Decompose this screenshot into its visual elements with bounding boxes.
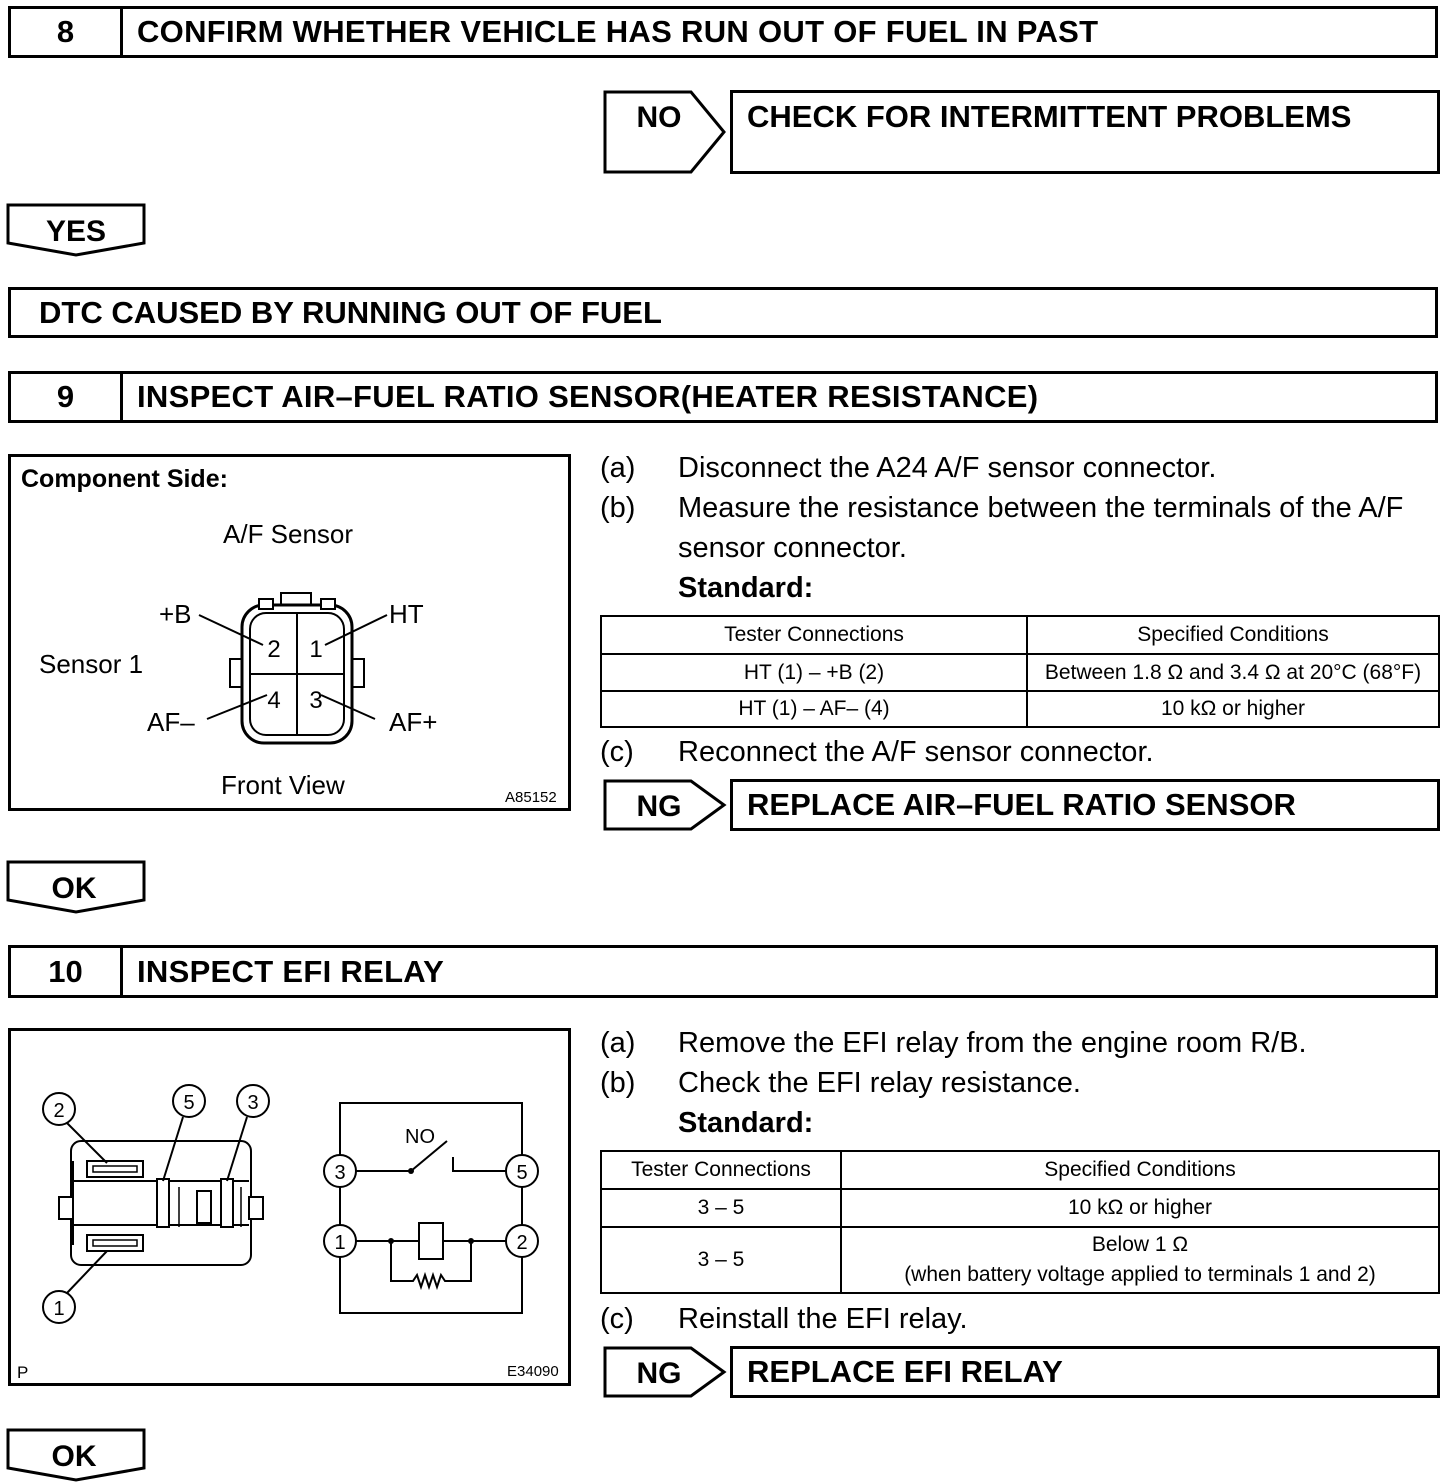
figure-corner-label: P — [17, 1363, 29, 1382]
schematic-pin-2: 2 — [516, 1232, 528, 1254]
schematic-pin-5: 5 — [516, 1162, 528, 1184]
yes-result-text: DTC CAUSED BY RUNNING OUT OF FUEL — [39, 295, 662, 330]
instruction-text: Measure the resistance between the terminals of the A/F — [678, 492, 1404, 524]
table-cell: 3 – 5 — [601, 1189, 841, 1227]
sensor-position: Sensor 1 — [39, 649, 144, 679]
figure-code: A85152 — [505, 789, 557, 806]
figure-heading: Component Side: — [21, 465, 228, 493]
table-row — [601, 1227, 1439, 1293]
ng-label: NG — [636, 1357, 682, 1390]
yes-arrow-tag — [6, 203, 146, 257]
standard-label: Standard: — [678, 1107, 814, 1139]
ng-result-text: REPLACE AIR–FUEL RATIO SENSOR — [747, 787, 1296, 822]
instruction-text: sensor connector. — [678, 532, 907, 564]
pin-4: 4 — [267, 687, 281, 714]
table-row — [601, 691, 1439, 727]
ok-label: OK — [51, 1440, 97, 1473]
ok-label: OK — [51, 872, 97, 905]
step-8-header — [8, 6, 1438, 58]
pin-2: 2 — [267, 636, 281, 663]
instruction-label: (b) — [600, 492, 636, 524]
connector-drawing — [11, 457, 568, 808]
table-header: Tester Connections — [601, 616, 1027, 654]
table-cell-line: (when battery voltage applied to terminals 1 and 2) — [904, 1263, 1376, 1286]
terminal-plus-b: +B — [159, 599, 192, 629]
ng-result-box — [730, 1346, 1440, 1398]
af-sensor-figure — [8, 454, 571, 811]
step-9-header — [8, 371, 1438, 423]
step-9-instruction-c — [600, 732, 1440, 772]
pin-1: 1 — [309, 636, 323, 663]
no-arrow-tag — [603, 90, 727, 174]
view-label: Front View — [221, 770, 345, 800]
pin-3: 3 — [309, 687, 323, 714]
ok-arrow-tag — [6, 1428, 146, 1482]
table-row — [601, 1189, 1439, 1227]
instruction-label: (c) — [600, 736, 634, 768]
ng-arrow-tag — [603, 1346, 727, 1398]
terminal-ht: HT — [389, 599, 424, 629]
no-result-text: CHECK FOR INTERMITTENT PROBLEMS — [747, 99, 1352, 134]
instruction-label: (a) — [600, 1027, 636, 1059]
step-10-spec-table — [600, 1150, 1440, 1294]
relay-pin-3: 3 — [247, 1092, 259, 1114]
table-cell: 10 kΩ or higher — [1027, 691, 1439, 727]
instruction-text: Reconnect the A/F sensor connector. — [678, 736, 1154, 768]
table-row — [601, 654, 1439, 691]
relay-pin-2: 2 — [53, 1100, 65, 1122]
step-number: 9 — [11, 374, 123, 420]
table-header: Specified Conditions — [841, 1151, 1439, 1189]
step-9-spec-table — [600, 615, 1440, 728]
step-9-instructions — [600, 448, 1440, 618]
instruction-text: Remove the EFI relay from the engine room R/B. — [678, 1027, 1307, 1059]
ng-label: NG — [636, 790, 682, 823]
no-label: NO — [636, 101, 682, 134]
step-title: INSPECT AIR–FUEL RATIO SENSOR(HEATER RESISTANCE) — [137, 379, 1039, 414]
relay-pin-5: 5 — [183, 1092, 195, 1114]
instruction-text: Reinstall the EFI relay. — [678, 1303, 968, 1335]
table-cell: 10 kΩ or higher — [841, 1189, 1439, 1227]
instruction-label: (c) — [600, 1303, 634, 1335]
ok-arrow-tag — [6, 860, 146, 914]
table-cell: Between 1.8 Ω and 3.4 Ω at 20°C (68°F) — [1027, 654, 1439, 691]
table-cell — [841, 1227, 1439, 1293]
table-header: Specified Conditions — [1027, 616, 1439, 654]
schematic-no-label: NO — [405, 1126, 435, 1148]
figure-code: E34090 — [507, 1363, 559, 1380]
table-cell: HT (1) – +B (2) — [601, 654, 1027, 691]
instruction-label: (b) — [600, 1067, 636, 1099]
instruction-label: (a) — [600, 452, 636, 484]
step-title: CONFIRM WHETHER VEHICLE HAS RUN OUT OF FUEL IN PAST — [137, 14, 1099, 49]
sensor-name: A/F Sensor — [223, 519, 354, 549]
step-10-instructions — [600, 1023, 1440, 1153]
relay-drawing — [11, 1031, 568, 1383]
table-cell-line: Below 1 Ω — [1091, 1233, 1189, 1256]
step-number: 10 — [11, 948, 123, 995]
instruction-text: Check the EFI relay resistance. — [678, 1067, 1081, 1099]
terminal-af-plus: AF+ — [389, 707, 438, 737]
yes-result-box — [8, 287, 1438, 338]
standard-label: Standard: — [678, 572, 814, 604]
schematic-pin-1: 1 — [334, 1232, 346, 1254]
terminal-af-minus: AF– — [147, 707, 195, 737]
table-cell: HT (1) – AF– (4) — [601, 691, 1027, 727]
table-header: Tester Connections — [601, 1151, 841, 1189]
step-10-instruction-c — [600, 1299, 1440, 1339]
efi-relay-figure — [8, 1028, 571, 1386]
step-10-header — [8, 945, 1438, 998]
ng-result-text: REPLACE EFI RELAY — [747, 1354, 1063, 1389]
step-number: 8 — [11, 9, 123, 55]
step-title: INSPECT EFI RELAY — [137, 953, 445, 989]
ng-result-box — [730, 779, 1440, 831]
schematic-pin-3: 3 — [334, 1162, 346, 1184]
yes-label: YES — [45, 215, 107, 248]
instruction-text: Disconnect the A24 A/F sensor connector. — [678, 452, 1217, 484]
table-cell: 3 – 5 — [601, 1227, 841, 1293]
ng-arrow-tag — [603, 779, 727, 831]
relay-pin-1: 1 — [53, 1298, 65, 1320]
no-result-box — [730, 90, 1440, 174]
